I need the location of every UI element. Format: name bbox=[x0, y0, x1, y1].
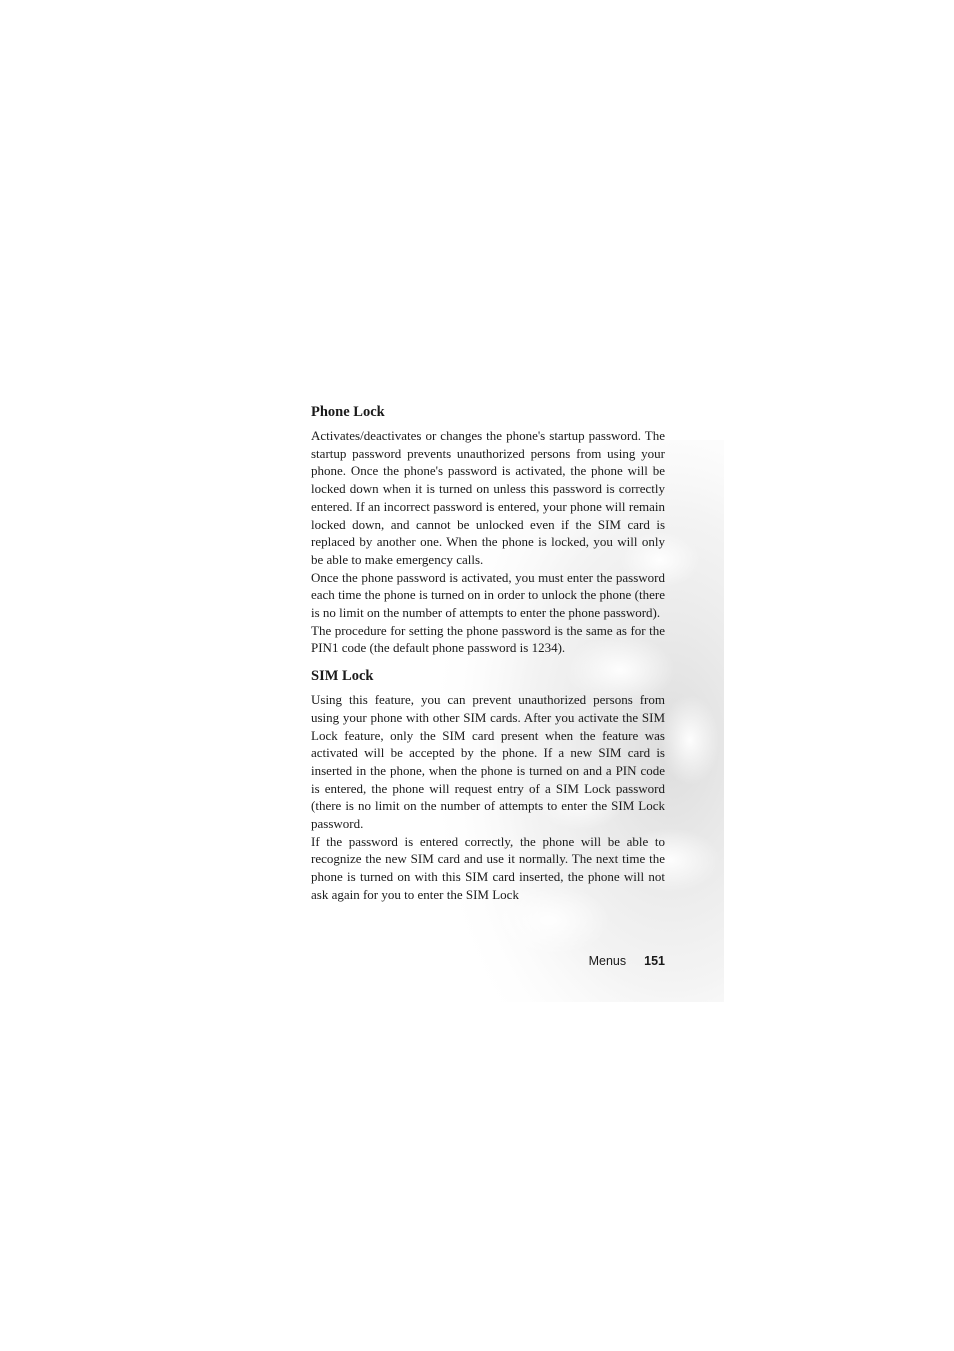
paragraph: The procedure for setting the phone password is the same as for the PIN1 code (the default phone password is 1234). bbox=[311, 622, 665, 656]
paragraph: If the password is entered correctly, the phone will be able to recognize the new SIM card and use it normally. The next time the phone is turned on with this SIM card inserted, the phone will not ask again for you to enter the SIM Lock bbox=[311, 833, 665, 902]
section-sim-lock bbox=[311, 666, 665, 903]
document-body bbox=[311, 402, 665, 904]
chapter-name: Menus bbox=[588, 954, 627, 968]
paragraph: Activates/deactivates or changes the phone's startup password. The startup password prevents unauthorized persons from using your phone. Once the phone's password is activated, the phone will be locked down when it is turned on unless this password is correctly entered. If an incorrect password is entered, your phone will remain locked down, and cannot be unlocked even if the SIM card is replaced by another one. When the phone is locked, you will only be able to make emergency calls. bbox=[311, 428, 665, 567]
paragraph: Once the phone password is activated, you must enter the password each time the phone is turned on in order to unlock the phone (there is no limit on the number of attempts to enter the phone password). bbox=[311, 569, 665, 621]
paragraph: Using this feature, you can prevent unauthorized persons from using your phone with other SIM cards. After you activate the SIM Lock feature, only the SIM card present when the feature was activated will be accepted by the phone. If a new SIM card is inserted in the phone, when the phone is turned on and a PIN code is entered, the phone will request entry of a SIM Lock password (there is no limit on the number of attempts to enter the SIM Lock password. bbox=[311, 692, 665, 832]
section-phone-lock bbox=[311, 402, 665, 657]
section-heading: Phone Lock bbox=[311, 404, 385, 420]
section-heading: SIM Lock bbox=[311, 668, 374, 685]
page-number: 151 bbox=[644, 954, 665, 968]
page-footer bbox=[311, 954, 665, 968]
